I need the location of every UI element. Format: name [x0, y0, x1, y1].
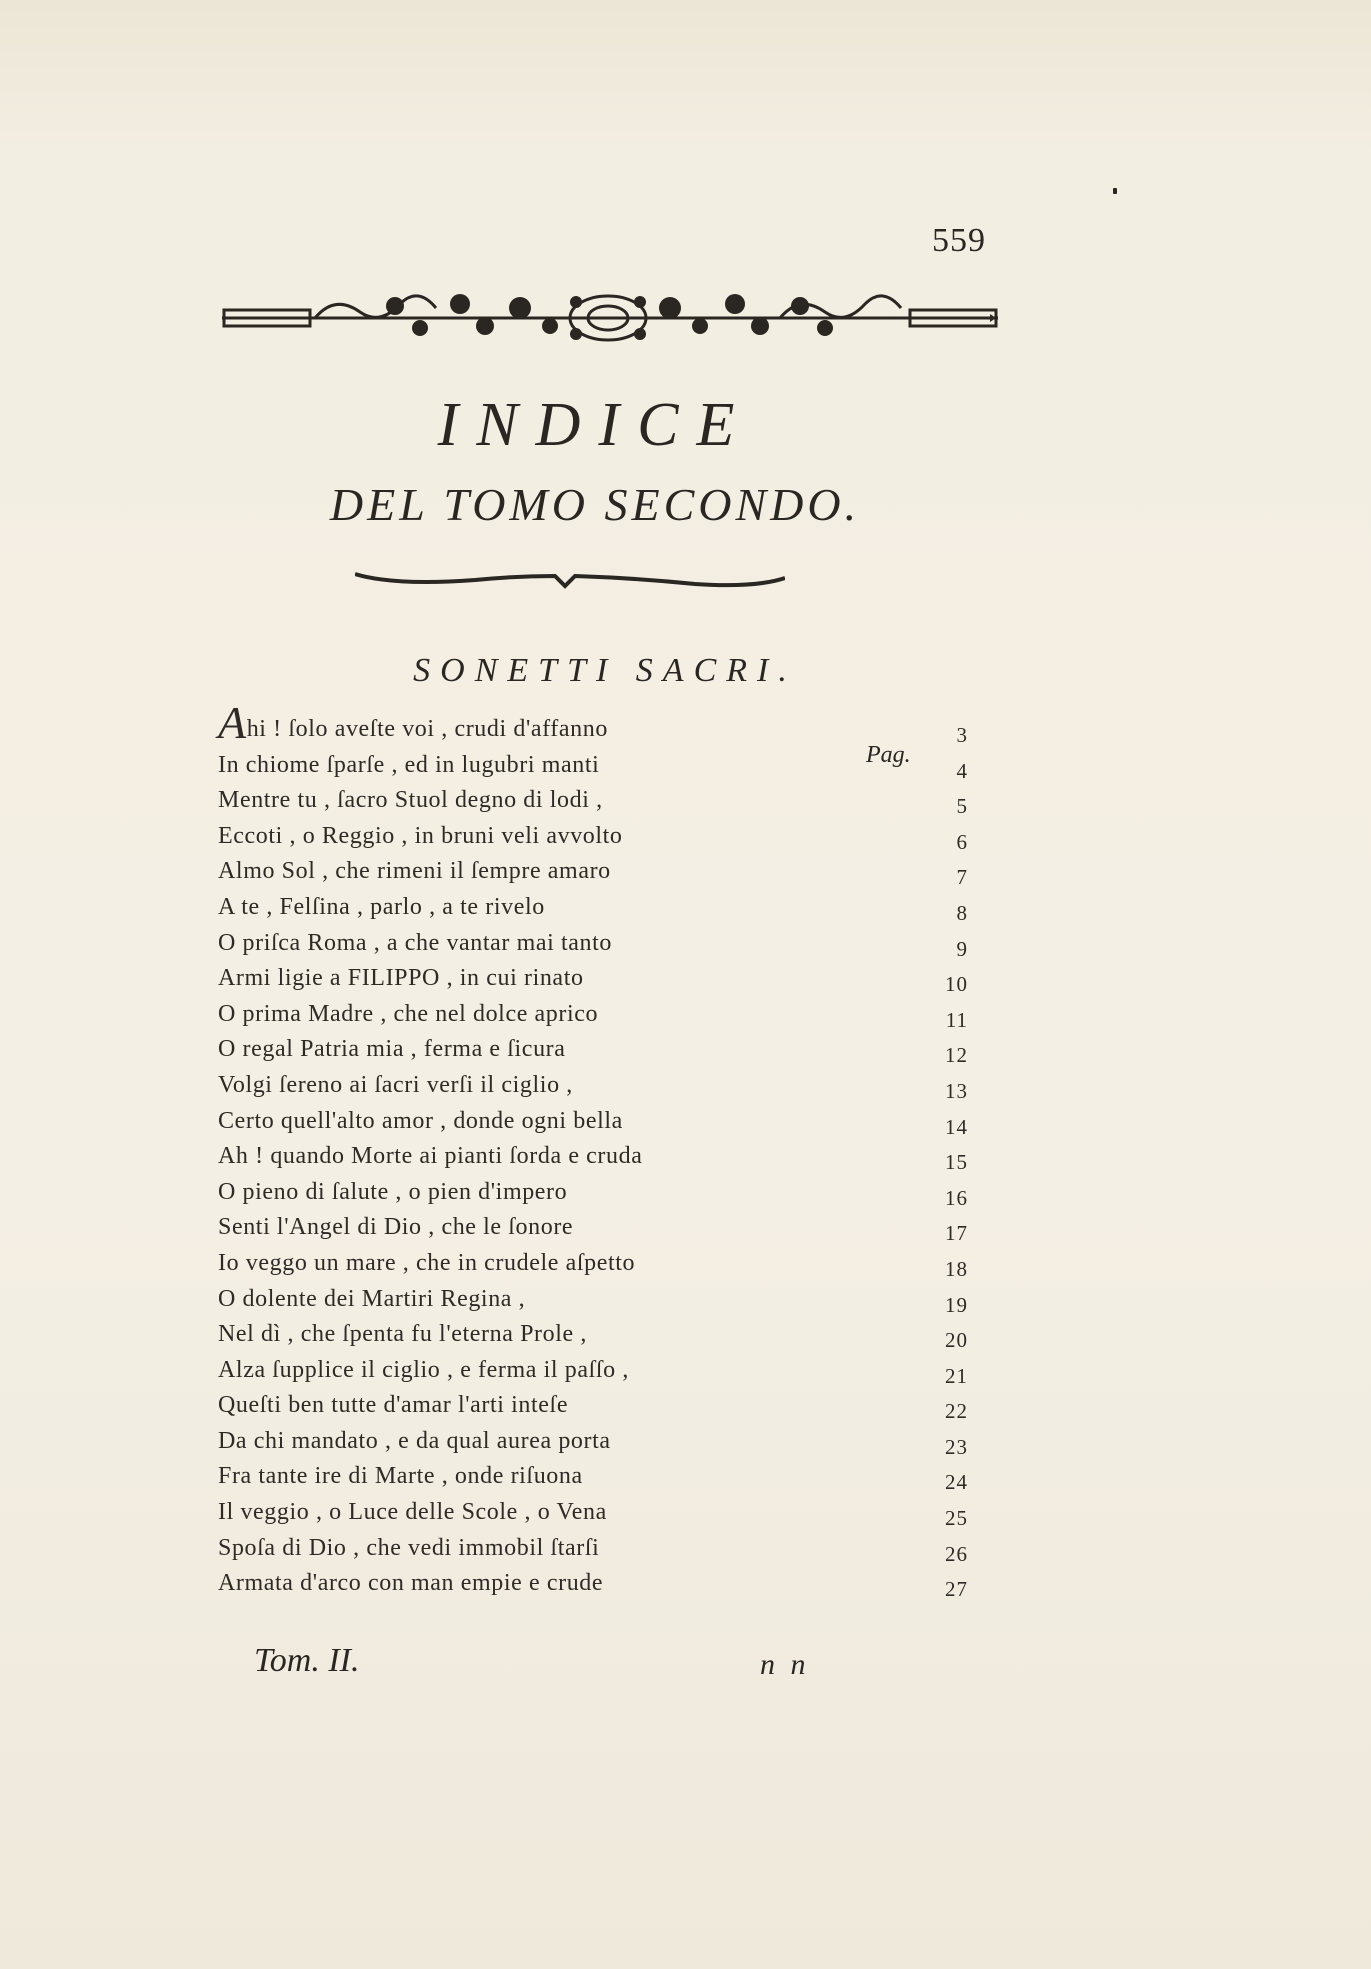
toc-entry	[218, 1531, 1008, 1567]
toc-entry	[218, 1210, 1008, 1246]
toc-entry	[218, 1353, 1008, 1389]
toc-entry-text	[218, 783, 603, 819]
toc-entry-page: 17	[945, 1221, 968, 1246]
toc-entry-page: 9	[956, 936, 968, 961]
toc-entry-incipit: In chiome ſparſe , ed in lugubri manti	[218, 751, 600, 778]
toc-entry-incipit: Fra tante ire di Marte , onde riſuona	[218, 1463, 583, 1490]
toc-entry	[218, 854, 1008, 890]
toc-entry-page: 19	[945, 1292, 968, 1317]
volume-marker: Tom. II.	[254, 1642, 360, 1679]
toc-entry	[218, 1068, 1008, 1104]
toc-entry-incipit: O prima Madre , che nel dolce aprico	[218, 1000, 599, 1027]
toc-entry	[218, 1139, 1008, 1175]
toc-entry-page: 23	[945, 1434, 968, 1459]
toc-entry-text	[218, 1388, 568, 1424]
toc-entry-incipit: Senti l'Angel di Dio , che le ſonore	[218, 1214, 574, 1241]
toc-entry-text	[218, 1175, 567, 1211]
toc-entry-text	[218, 1139, 642, 1175]
toc-entry-page: 14	[945, 1114, 968, 1139]
toc-entry-incipit: O pieno di ſalute , o pien d'impero	[218, 1178, 568, 1205]
ink-speck	[1113, 188, 1117, 194]
toc-entry-text	[218, 854, 611, 890]
toc-entry	[218, 1104, 1008, 1140]
page-number: 559	[932, 222, 986, 259]
toc-entry-page: 13	[945, 1078, 968, 1103]
toc-entry	[218, 1388, 1008, 1424]
index-subtitle: DEL TOMO SECONDO.	[329, 479, 861, 530]
toc-entry	[218, 1566, 1008, 1602]
toc-entry-page: 20	[945, 1328, 968, 1353]
toc-entry-incipit: Nel dì , che ſpenta fu l'eterna Prole ,	[218, 1321, 587, 1348]
toc-entry-page: 12	[945, 1043, 968, 1068]
toc-entry-text	[218, 1531, 599, 1567]
toc-entry	[218, 890, 1008, 926]
toc-entry-text	[218, 1459, 583, 1495]
toc-entry-page: 5	[956, 794, 968, 819]
toc-entry-text	[218, 1210, 573, 1246]
toc-entry-text	[218, 1032, 566, 1068]
toc-entry-incipit: O dolente dei Martiri Regina ,	[218, 1285, 526, 1312]
toc-entry-text	[218, 1317, 587, 1353]
toc-entry-text	[218, 1104, 623, 1140]
toc-entry	[218, 1282, 1008, 1318]
toc-entry-page: 7	[956, 865, 968, 890]
toc-entry-incipit: Alza ſupplice il ciglio , e ferma il paſſo ,	[218, 1356, 629, 1383]
toc-entry-text	[218, 1068, 573, 1104]
toc-entry	[218, 1317, 1008, 1353]
pag-label: Pag.	[866, 742, 911, 768]
section-heading: SONETTI SACRI.	[413, 652, 797, 689]
toc-entry-incipit: Almo Sol , che rimeni il ſempre amaro	[218, 858, 611, 885]
toc-entry-text	[218, 997, 598, 1033]
toc-entry-page: 15	[945, 1150, 968, 1175]
toc-entry-incipit: Armi ligie a FILIPPO , in cui rinato	[218, 965, 584, 992]
toc-entry-text	[218, 1246, 635, 1282]
toc-entry-page: 22	[945, 1399, 968, 1424]
toc-entry-incipit: Certo quell'alto amor , donde ogni bella	[218, 1107, 623, 1134]
toc-entry-page: 27	[945, 1577, 968, 1602]
toc-entry-text	[218, 748, 599, 784]
toc-entry	[218, 819, 1008, 855]
toc-entry-incipit: Queſti ben tutte d'amar l'arti inteſe	[218, 1392, 569, 1419]
toc-entry	[218, 1032, 1008, 1068]
toc-entry-incipit: Volgi ſereno ai ſacri verſi il ciglio ,	[218, 1071, 573, 1098]
toc-entry	[218, 1246, 1008, 1282]
toc-entry-page: 10	[945, 972, 968, 997]
toc-entry	[218, 1495, 1008, 1531]
toc-entry-page: 24	[945, 1470, 968, 1495]
toc-entry-text	[218, 1495, 607, 1531]
toc-entry-text	[218, 1353, 629, 1389]
toc-entry-page: 4	[956, 758, 968, 783]
toc-entry-incipit: Armata d'arco con man empie e crude	[218, 1570, 604, 1597]
toc-list	[218, 697, 1008, 1602]
toc-entry-incipit: Eccoti , o Reggio , in bruni veli avvolto	[218, 822, 623, 849]
toc-entry-page: 3	[956, 723, 968, 747]
toc-entry-page: 21	[945, 1363, 968, 1388]
toc-entry-text	[218, 926, 612, 962]
toc-entry-text	[218, 961, 584, 997]
toc-entry-page: 6	[956, 829, 968, 854]
toc-entry-text	[218, 1282, 525, 1318]
toc-entry-incipit: Ah ! quando Morte ai pianti ſorda e cruda	[218, 1143, 643, 1170]
toc-entry	[218, 1459, 1008, 1495]
toc-entry-incipit: Io veggo un mare , che in crudele aſpetto	[218, 1249, 636, 1276]
floral-headpiece-icon	[220, 282, 1000, 354]
toc-entry-incipit: O priſca Roma , a che vantar mai tanto	[218, 929, 612, 956]
drop-cap: A	[218, 697, 247, 748]
toc-entry-page: 18	[945, 1256, 968, 1281]
toc-entry-incipit: Spoſa di Dio , che vedi immobil ſtarſi	[218, 1534, 600, 1561]
toc-entry-page: 16	[945, 1185, 968, 1210]
toc-entry	[218, 1424, 1008, 1460]
toc-entry-text	[218, 1566, 603, 1602]
toc-entry-incipit: hi ! ſolo aveſte voi , crudi d'affanno	[246, 716, 608, 742]
toc-entry	[218, 783, 1008, 819]
toc-entry-page: 11	[945, 1007, 968, 1032]
toc-entry-incipit: A te , Felſina , parlo , a te rivelo	[218, 893, 545, 920]
toc-entry-page: 26	[945, 1541, 968, 1566]
toc-entry	[218, 997, 1008, 1033]
toc-entry-text	[218, 697, 608, 748]
toc-entry-text	[218, 890, 545, 926]
toc-entry-text	[218, 819, 623, 855]
toc-entry-page: 25	[945, 1506, 968, 1531]
swash-rule-icon	[355, 560, 785, 600]
toc-entry	[218, 1175, 1008, 1211]
toc-entry-incipit: Mentre tu , ſacro Stuol degno di lodi ,	[218, 787, 603, 814]
toc-entry-incipit: Il veggio , o Luce delle Scole , o Vena	[218, 1499, 607, 1526]
signature-mark: n n	[760, 1648, 810, 1681]
toc-entry	[218, 961, 1008, 997]
toc-entry-page: 8	[956, 900, 968, 925]
toc-entry-incipit: O regal Patria mia , ferma e ſicura	[218, 1036, 566, 1063]
toc-entry-text	[218, 1424, 611, 1460]
toc-entry	[218, 926, 1008, 962]
toc-entry-incipit: Da chi mandato , e da qual aurea porta	[218, 1427, 611, 1454]
index-title: INDICE	[437, 391, 753, 459]
